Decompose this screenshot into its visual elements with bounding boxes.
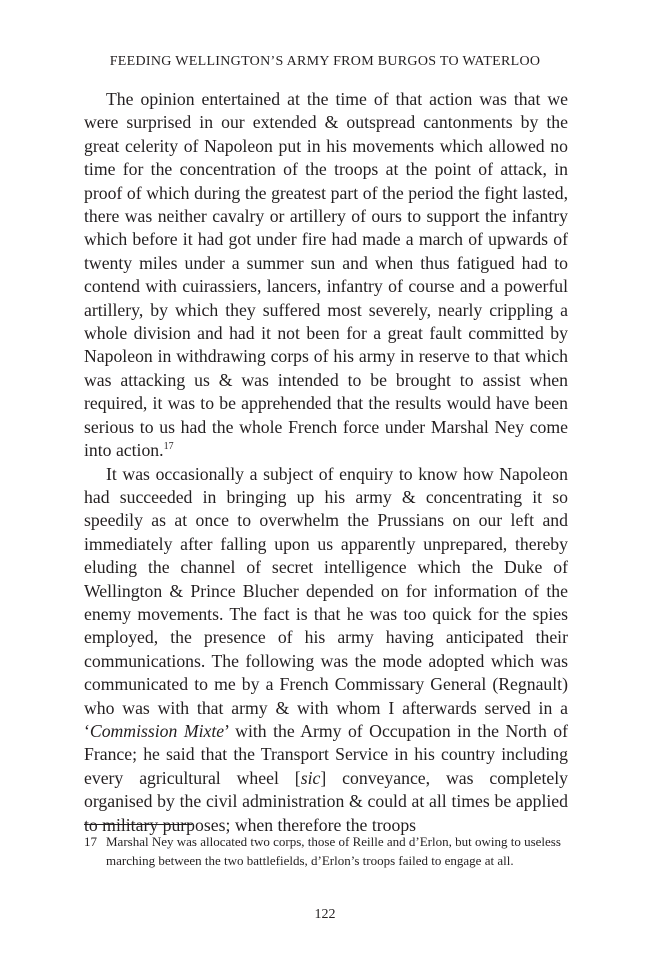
paragraph-2-text-part3: ] conveyance, was completely organised by the civil administration & could at all times be applied to military purposes; when therefore the troops — [84, 767, 569, 835]
paragraph-2-text-part2: ’ with the Army of Occupation in the North of France; he said that the Transport Service in his country including every agricultural wheel [ — [84, 720, 569, 788]
body-text — [84, 88, 568, 837]
footnote — [84, 833, 566, 870]
paragraph-2-text-part1: It was occasionally a subject of enquiry to know how Napoleon had succeeded in bringing up his army & concentrating it so speedily as at once to overwhelm the Prussians on our left and immediately after falling upon us apparently unprepared, thereby eluding the channel of secret intelligence which the Duke of Wellington & Prince Blucher depended on for information of the enemy movements. The fact is that he was too quick for the spies employed, the presence of his army having anticipated their communications. The following was the mode adopted which was communicated to me by a French Commissary General (Regnault) who was with that army & with whom I afterwards served in a ‘ — [84, 463, 568, 741]
paragraph-1-text: The opinion entertained at the time of that action was that we were surprised in our extended & outspread cantonments by the great celerity of Napoleon put in his movements which allowed no time for the concentration of the troops at the point of attack, in proof of which during the greatest part of the period the fight lasted, there was neither cavalry or artillery of ours to support the infantry which before it had got under fire had made a march of upwards of twenty miles under a summer sun and when thus fatigued had to contend with cuirassiers, lancers, infantry of course and a powerful artillery, by which they suffered most severely, nearly crippling a whole division and had it not been for a great fault committed by Napoleon in withdrawing corps of his army in reserve to that which was attacking us & was intended to be brought to assist when required, it was to be apprehended that the results would have been serious to us had the whole French force under Marshal Ney come into action. — [84, 89, 568, 461]
running-head: FEEDING WELLINGTON’S ARMY FROM BURGOS TO WATERLOO — [109, 54, 541, 69]
page-number: 122 — [314, 907, 336, 922]
paragraph-2 — [84, 463, 568, 838]
footnote-number: 17 — [84, 834, 97, 849]
italic-term-commission-mixte: Commission Mixte — [89, 720, 225, 741]
footnote-text: Marshal Ney was allocated two corps, those of Reille and d’Erlon, but owing to useless marching between the two battlefields, d’Erlon’s troops failed to engage at all. — [106, 834, 561, 868]
paragraph-1 — [84, 88, 568, 463]
footnote-reference[interactable]: 17 — [163, 441, 174, 453]
italic-term-sic: sic — [300, 767, 321, 788]
footnote-divider — [84, 824, 192, 825]
